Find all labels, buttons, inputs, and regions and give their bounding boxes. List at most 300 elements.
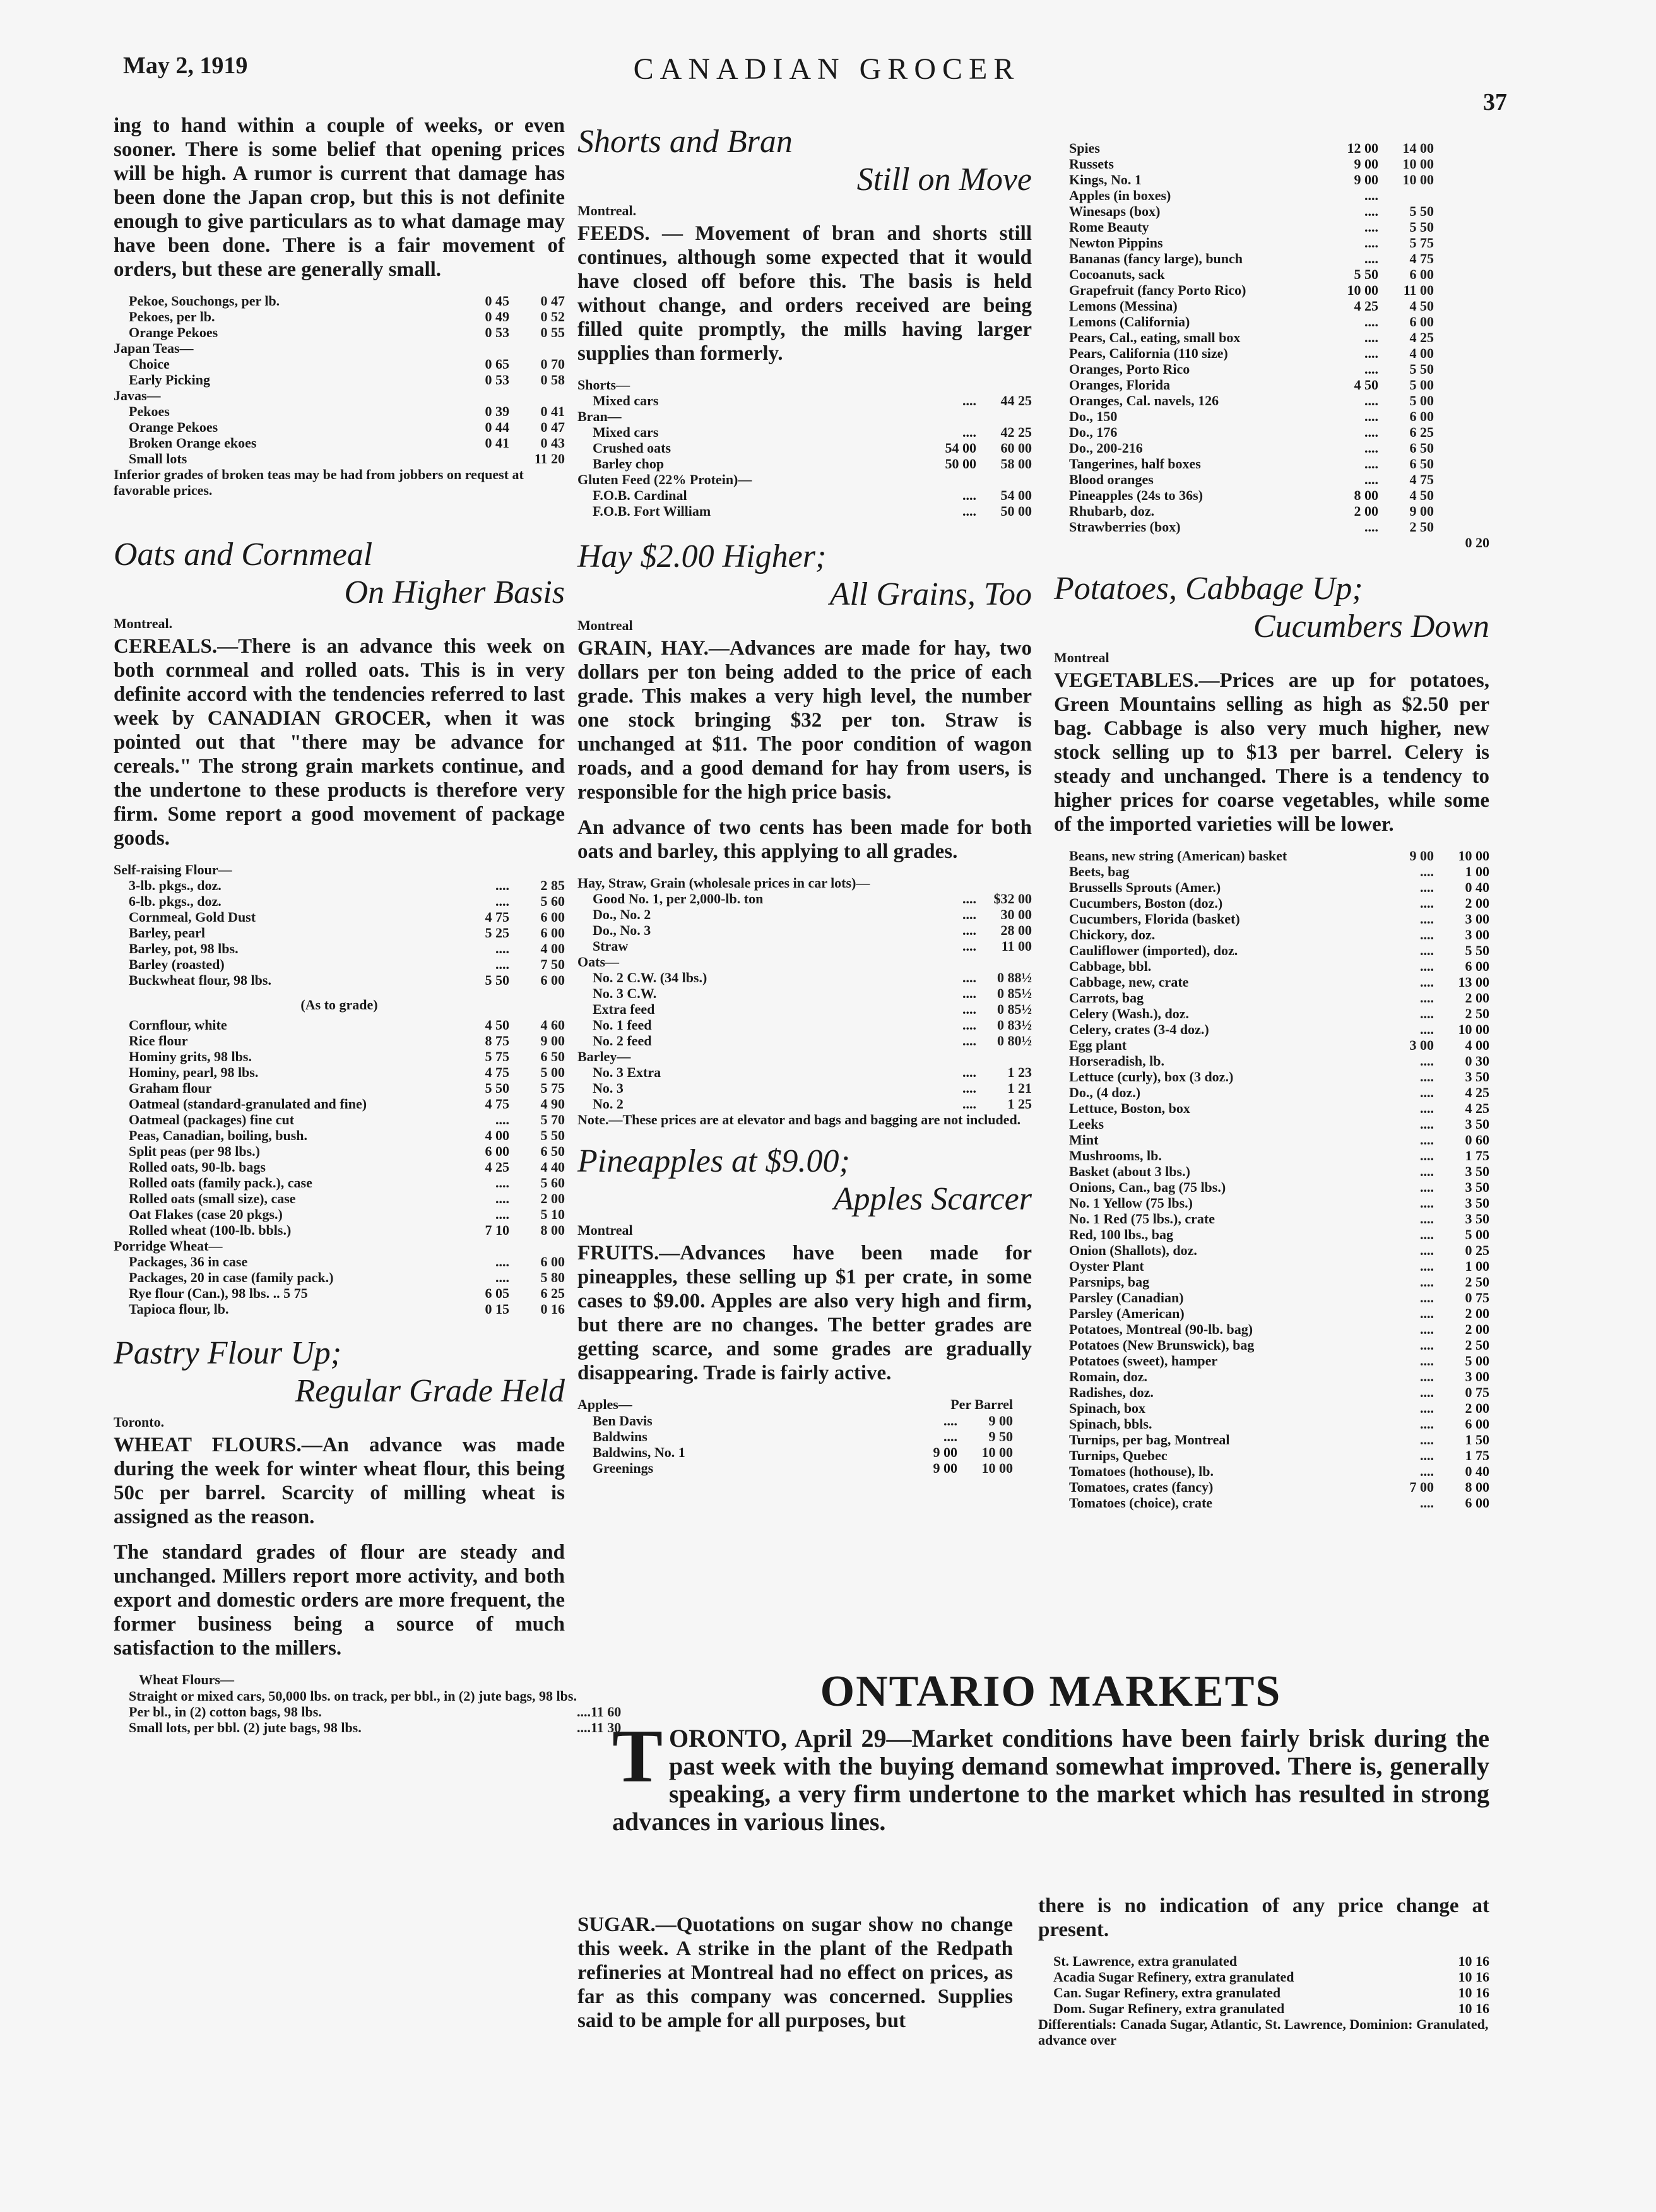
item-label: No. 1 feed: [593, 1017, 652, 1033]
price-value: 4 50: [1354, 377, 1378, 393]
price-value: 9 00: [1354, 172, 1378, 187]
price-value: 8 00: [1354, 487, 1378, 503]
price-value: 2 00: [1465, 895, 1489, 911]
price-value: ....: [962, 970, 976, 985]
price-row: [577, 970, 1032, 985]
price-value: 0 80½: [997, 1033, 1032, 1049]
pineapple-body: FRUITS.—Advances have been made for pineapples, these selling up $1 per crate, in some cases to $9.00. Apples are also very high and firm, but there are no changes. The better grades are getting scarce, and some grades are gradually disappearing. Trade is fairly active.: [577, 1242, 1032, 1384]
price-value: 7 50: [540, 956, 565, 972]
item-label: Rice flour: [129, 1033, 188, 1049]
price-value: 3 00: [1465, 911, 1489, 927]
price-value: 4 40: [540, 1159, 565, 1175]
price-value: 5 50: [1354, 266, 1378, 282]
price-row: [1054, 424, 1489, 440]
price-value: 10 16: [1458, 2001, 1489, 2016]
price-value: 0 15: [485, 1301, 509, 1317]
item-label: Acadia Sugar Refinery, extra granulated: [1053, 1969, 1294, 1985]
price-value: ....: [576, 1720, 591, 1735]
price-value: [509, 388, 565, 403]
price-row: [577, 985, 1032, 1001]
price-value: 1 75: [1465, 1448, 1489, 1463]
price-row: [114, 356, 565, 372]
price-row: [1054, 472, 1489, 487]
price-value: 3 50: [1465, 1116, 1489, 1132]
price-row: [1054, 1290, 1489, 1305]
price-value: 4 00: [540, 941, 565, 956]
price-value: [454, 451, 509, 467]
price-value: 5 50: [485, 1080, 509, 1096]
item-label: No. 1 Red (75 lbs.), crate: [1069, 1211, 1215, 1227]
price-value: 6 05: [485, 1285, 509, 1301]
item-label: Pears, Cal., eating, small box: [1069, 330, 1241, 345]
price-value: [1378, 187, 1434, 203]
item-label: Romain, doz.: [1069, 1369, 1148, 1384]
price-row: [1038, 1985, 1489, 2001]
item-label: Mint: [1069, 1132, 1099, 1148]
price-value: ....: [1420, 927, 1434, 942]
item-label: F.O.B. Cardinal: [593, 487, 687, 503]
price-row: [114, 1222, 565, 1238]
potatoes-body: VEGETABLES.—Prices are up for potatoes, Green Mountains selling as high as $2.50 per bag. Cabbage is also very much higher, new stock selling up to $13 per barrel. Celery is steady and unchanged. There is a tendency to higher prices for coarse vegetables, while some of the imported varieties will be lower.: [1054, 669, 1489, 836]
price-value: ....: [1420, 1305, 1434, 1321]
price-row: [577, 393, 1032, 408]
price-value: [454, 1238, 509, 1254]
price-row: [114, 435, 565, 451]
price-value: 0 52: [540, 309, 565, 324]
price-value: 5 50: [1409, 203, 1434, 219]
price-value: ....: [1420, 1211, 1434, 1227]
price-row: [114, 1270, 565, 1285]
price-value: 10 00: [1458, 848, 1489, 864]
item-label: Chickory, doz.: [1069, 927, 1156, 942]
price-value: 0 55: [540, 324, 565, 340]
price-value: 0 70: [540, 356, 565, 372]
price-row: [114, 451, 565, 467]
price-value: 9 50: [988, 1429, 1013, 1444]
price-value: ....: [962, 1033, 976, 1049]
item-label: Leeks: [1069, 1116, 1104, 1132]
price-value: ....: [495, 941, 509, 956]
item-label: Strawberries (box): [1069, 519, 1181, 535]
price-value: 6 50: [1409, 440, 1434, 456]
price-row: [1054, 1053, 1489, 1069]
price-value: 6 00: [1465, 1416, 1489, 1432]
price-row: [1054, 1100, 1489, 1116]
item-label: Packages, 20 in case (family pack.): [129, 1270, 334, 1285]
item-label: Potatoes, Montreal (90-lb. bag): [1069, 1321, 1253, 1337]
item-label: Cabbage, bbl.: [1069, 958, 1152, 974]
item-label: Self-raising Flour—: [114, 862, 232, 877]
price-value: 6 00: [1465, 1495, 1489, 1511]
price-row: [577, 487, 1032, 503]
price-value: 5 80: [540, 1270, 565, 1285]
price-row: [577, 1017, 1032, 1033]
item-label: Cucumbers, Florida (basket): [1069, 911, 1240, 927]
price-value: 2 00: [1465, 1400, 1489, 1416]
price-value: 54 00: [945, 440, 976, 456]
price-row: [1054, 1006, 1489, 1021]
item-label: Cocoanuts, sack: [1069, 266, 1165, 282]
price-value: 5 75: [1409, 235, 1434, 251]
tea-intro: ing to hand within a couple of weeks, or even sooner. There is some belief that opening prices will be high. A rumor is current that damage has been done the Japan crop, but this is not definite enough to give particulars as to what damage may have been done. There is a fair movement of orders, but these are generally small.: [114, 114, 565, 281]
price-row: [1054, 942, 1489, 958]
price-value: 6 00: [1409, 266, 1434, 282]
price-row: [577, 938, 1032, 954]
potatoes-dateline: Montreal: [1054, 650, 1109, 665]
item-label: Do., 200-216: [1069, 440, 1143, 456]
price-row: [114, 388, 565, 403]
price-value: 44 25: [1000, 393, 1032, 408]
price-value: 4 75: [485, 1064, 509, 1080]
item-label: St. Lawrence, extra granulated: [1053, 1953, 1238, 1969]
price-value: 9 00: [988, 1413, 1013, 1429]
price-row: [1054, 156, 1489, 172]
price-value: 12 00: [1347, 140, 1378, 156]
price-row: [1054, 927, 1489, 942]
price-value: 5 10: [540, 1206, 565, 1222]
item-label: Kings, No. 1: [1069, 172, 1142, 187]
price-value: ....: [1420, 1353, 1434, 1369]
item-label: Oats—: [577, 954, 619, 970]
item-label: Cornflour, white: [129, 1017, 227, 1033]
oats-headline-line2: On Higher Basis: [344, 574, 565, 610]
price-value: 10 16: [1458, 1953, 1489, 1969]
hay-headline: [577, 538, 1032, 614]
price-value: [454, 340, 509, 356]
price-value: [509, 862, 565, 877]
price-value: [921, 408, 976, 424]
pastry-dateline: Toronto.: [114, 1414, 165, 1430]
price-value: ....: [1364, 314, 1378, 330]
price-value: 0 44: [485, 419, 509, 435]
hay-body-2: An advance of two cents has been made for both oats and barley, this applying to all grades.: [577, 816, 1032, 863]
price-row: [1054, 848, 1489, 864]
sugar-column-1: [577, 1913, 1013, 2044]
item-label: Spinach, bbls.: [1069, 1416, 1152, 1432]
price-value: ....: [1420, 1053, 1434, 1069]
price-value: 4 25: [1354, 298, 1378, 314]
item-label: Oranges, Florida: [1069, 377, 1171, 393]
pastry-headline: [114, 1335, 565, 1410]
price-value: 10 00: [1347, 282, 1378, 298]
price-value: ....: [962, 1001, 976, 1017]
price-row: [114, 1175, 565, 1191]
price-row: [1054, 1448, 1489, 1463]
pastry-headline-line1: Pastry Flour Up;: [114, 1335, 342, 1371]
price-row: [1054, 487, 1489, 503]
price-value: 9 00: [933, 1460, 957, 1476]
price-value: 3 50: [1465, 1069, 1489, 1085]
price-value: ....: [1420, 895, 1434, 911]
price-row: [577, 1033, 1032, 1049]
price-value: 4 50: [485, 1017, 509, 1033]
feeds-price-table: [577, 377, 1032, 519]
price-value: 0 75: [1465, 1290, 1489, 1305]
oats-body: CEREALS.—There is an advance this week on both cornmeal and rolled oats. This is in very definite accord with the tendencies referred to last week by CANADIAN GROCER, when it was pointed out that "there may be advance for cereals." The strong grain markets continue, and the undertone to these products is therefore very firm. Some report a good movement of package goods.: [114, 635, 565, 850]
price-value: ....: [1364, 345, 1378, 361]
item-label: No. 2: [593, 1096, 624, 1112]
price-row: [114, 1080, 565, 1096]
price-value: 2 00: [1465, 990, 1489, 1006]
price-value: 0 41: [540, 403, 565, 419]
price-row: [114, 1688, 621, 1704]
price-value: ....: [495, 1270, 509, 1285]
price-row: [1054, 298, 1489, 314]
hay-dateline: Montreal: [577, 617, 633, 633]
price-value: 11 00: [1001, 938, 1032, 954]
price-value: ....: [1420, 958, 1434, 974]
price-value: 5 50: [1409, 219, 1434, 235]
price-value: 10 00: [981, 1460, 1013, 1476]
price-row: [114, 1033, 565, 1049]
issue-date: May 2, 1919: [123, 52, 248, 79]
price-value: 5 50: [1409, 361, 1434, 377]
price-row: [114, 403, 565, 419]
price-row: [1054, 1432, 1489, 1448]
price-value: 10 16: [1458, 1969, 1489, 1985]
price-row: [114, 1206, 565, 1222]
item-label: Do., (4 doz.): [1069, 1085, 1141, 1100]
price-value: 6 00: [1465, 958, 1489, 974]
price-row: [1038, 2001, 1489, 2016]
pastry-headline-line2: Regular Grade Held: [295, 1373, 565, 1409]
price-row: [577, 440, 1032, 456]
price-value: ....: [1364, 456, 1378, 472]
price-value: 4 60: [540, 1017, 565, 1033]
price-value: 1 25: [1007, 1096, 1032, 1112]
price-value: ....: [1364, 251, 1378, 266]
page-number: 37: [1483, 89, 1507, 116]
price-value: ....: [1420, 1069, 1434, 1085]
price-value: 0 47: [540, 419, 565, 435]
item-label: Celery, crates (3-4 doz.): [1069, 1021, 1209, 1037]
price-value: ....: [962, 985, 976, 1001]
item-label: Choice: [129, 356, 170, 372]
item-label: No. 3 Extra: [593, 1064, 661, 1080]
price-value: ....: [1420, 1400, 1434, 1416]
item-label: Winesaps (box): [1069, 203, 1161, 219]
price-value: 0 85½: [997, 1001, 1032, 1017]
item-label: Spinach, box: [1069, 1400, 1146, 1416]
price-row: [114, 309, 565, 324]
price-row: [1054, 1337, 1489, 1353]
price-value: 6 50: [540, 1049, 565, 1064]
price-value: 4 75: [1409, 472, 1434, 487]
item-label: No. 2 C.W. (34 lbs.): [593, 970, 707, 985]
price-value: 4 25: [1409, 330, 1434, 345]
price-row: [114, 1285, 565, 1301]
item-label: Rolled oats (small size), case: [129, 1191, 296, 1206]
price-value: ....: [1420, 864, 1434, 879]
price-value: ....: [962, 393, 976, 408]
item-label: Do., 176: [1069, 424, 1118, 440]
price-value: 10 00: [981, 1444, 1013, 1460]
price-value: 6 00: [540, 1254, 565, 1270]
item-label: Small lots, per bbl. (2) jute bags, 98 lbs.: [129, 1720, 362, 1735]
price-value: ....: [1420, 1085, 1434, 1100]
price-value: 6 00: [1409, 408, 1434, 424]
item-label: Pekoes: [129, 403, 170, 419]
price-value: 1 75: [1465, 1148, 1489, 1163]
price-value: ....: [1420, 1321, 1434, 1337]
price-row: [114, 1238, 565, 1254]
price-value: 2 50: [1465, 1006, 1489, 1021]
price-row: [1054, 377, 1489, 393]
vegetables-price-table: [1054, 848, 1489, 1511]
price-row: [577, 954, 1032, 970]
price-row: [114, 1254, 565, 1270]
item-label: Grapefruit (fancy Porto Rico): [1069, 282, 1246, 298]
pastry-body-2: The standard grades of flour are steady and unchanged. Millers report more activity, and both export and domestic orders are more frequent, the former business being a source of much satisfaction to the millers.: [114, 1541, 565, 1660]
price-value: [921, 377, 976, 393]
price-value: 11 60: [590, 1704, 622, 1720]
item-label: Beets, bag: [1069, 864, 1130, 879]
price-value: 10 16: [1458, 1985, 1489, 2001]
price-value: 0 41: [485, 435, 509, 451]
oats-headline: [114, 536, 565, 612]
price-value: 5 60: [540, 1175, 565, 1191]
price-row: [114, 877, 565, 893]
item-label: Barley, pearl: [129, 925, 205, 941]
item-label: F.O.B. Fort William: [593, 503, 711, 519]
price-row: [114, 419, 565, 435]
price-value: ....: [962, 424, 976, 440]
price-row: [1054, 361, 1489, 377]
price-value: 5 50: [540, 1127, 565, 1143]
shorts-headline: [577, 123, 1032, 199]
price-value: 11 00: [1403, 282, 1434, 298]
price-row: [1054, 266, 1489, 282]
price-row: [1054, 1305, 1489, 1321]
price-value: ....: [1420, 1448, 1434, 1463]
sugar-price-table: [1038, 1953, 1489, 2016]
price-value: 3 00: [1465, 1369, 1489, 1384]
price-value: 50 00: [1000, 503, 1032, 519]
price-row: [577, 1001, 1032, 1017]
price-row: [1054, 251, 1489, 266]
tea-note: Inferior grades of broken teas may be had from jobbers on request at favorable prices.: [114, 467, 524, 498]
price-row: [1054, 895, 1489, 911]
item-label: Horseradish, lb.: [1069, 1053, 1164, 1069]
price-value: 58 00: [1000, 456, 1032, 472]
price-row: [1054, 330, 1489, 345]
grain-price-table: [577, 875, 1032, 1112]
price-value: [976, 472, 1032, 487]
price-value: 11 20: [534, 451, 565, 467]
price-value: 2 50: [1409, 519, 1434, 535]
item-label: Early Picking: [129, 372, 210, 388]
price-value: 6 25: [1409, 424, 1434, 440]
price-value: 3 50: [1465, 1179, 1489, 1195]
cereals2-price-table: [114, 1017, 565, 1317]
ontario-lead: [612, 1714, 1489, 1836]
price-value: 14 00: [1402, 140, 1434, 156]
item-label: Crushed oats: [593, 440, 671, 456]
price-value: 4 25: [485, 1159, 509, 1175]
item-label: Pekoes, per lb.: [129, 309, 215, 324]
price-value: ....: [1420, 1006, 1434, 1021]
price-value: 5 75: [540, 1080, 565, 1096]
price-value: [976, 954, 1032, 970]
price-value: ....: [962, 503, 976, 519]
price-value: 42 25: [1000, 424, 1032, 440]
price-value: 5 00: [540, 1064, 565, 1080]
item-label: Radishes, doz.: [1069, 1384, 1154, 1400]
price-value: ....: [962, 891, 976, 907]
price-value: 0 60: [1465, 1132, 1489, 1148]
price-value: 0 58: [540, 372, 565, 388]
price-value: 9 00: [933, 1444, 957, 1460]
price-value: [921, 472, 976, 487]
price-row: [1054, 1384, 1489, 1400]
item-label: Brussells Sprouts (Amer.): [1069, 879, 1221, 895]
item-label: Newton Pippins: [1069, 235, 1163, 251]
price-value: ....: [1420, 1384, 1434, 1400]
price-row: [577, 1096, 1032, 1112]
price-value: 0 49: [485, 309, 509, 324]
item-label: Oat Flakes (case 20 pkgs.): [129, 1206, 283, 1222]
item-label: Lettuce, Boston, box: [1069, 1100, 1190, 1116]
price-value: 5 25: [485, 925, 509, 941]
price-value: [976, 875, 1032, 891]
shorts-headline-line1: Shorts and Bran: [577, 124, 793, 160]
potatoes-headline: [1054, 570, 1489, 646]
price-row: [577, 1080, 1032, 1096]
item-label: Mixed cars: [593, 393, 659, 408]
price-row: [577, 922, 1032, 938]
item-label: Rolled oats, 90-lb. bags: [129, 1159, 266, 1175]
price-row: [577, 1064, 1032, 1080]
pineapple-dateline: Montreal: [577, 1222, 633, 1238]
price-row: [1054, 1369, 1489, 1384]
apples-price-table: [577, 1413, 1013, 1476]
price-row: [1054, 1037, 1489, 1053]
price-value: 3 50: [1465, 1211, 1489, 1227]
price-value: ....: [943, 1413, 957, 1429]
price-value: 1 21: [1007, 1080, 1032, 1096]
price-value: ....: [1420, 1495, 1434, 1511]
item-label: Baldwins: [593, 1429, 648, 1444]
price-value: 5 00: [1465, 1227, 1489, 1242]
shorts-dateline: Montreal.: [577, 203, 637, 218]
item-label: Tapioca flour, lb.: [129, 1301, 229, 1317]
item-label: Celery (Wash.), doz.: [1069, 1006, 1190, 1021]
price-value: ....: [1420, 1227, 1434, 1242]
price-value: 10 00: [1402, 172, 1434, 187]
price-row: [1054, 219, 1489, 235]
item-label: Hominy grits, 98 lbs.: [129, 1049, 252, 1064]
price-value: 13 00: [1458, 974, 1489, 990]
price-value: 2 00: [1354, 503, 1378, 519]
potatoes-headline-line2: Cucumbers Down: [1253, 609, 1489, 645]
price-row: [577, 891, 1032, 907]
price-value: 0 53: [485, 324, 509, 340]
fruits-last-value: 0 20: [1465, 535, 1489, 550]
price-value: 5 00: [1465, 1353, 1489, 1369]
item-label: Good No. 1, per 2,000-lb. ton: [593, 891, 764, 907]
price-row: [114, 941, 565, 956]
price-value: 10 00: [1458, 1021, 1489, 1037]
price-value: ....: [576, 1704, 591, 1720]
item-label: Barley, pot, 98 lbs.: [129, 941, 239, 956]
price-value: ....: [943, 1429, 957, 1444]
item-label: Extra feed: [593, 1001, 655, 1017]
item-label: Rye flour (Can.), 98 lbs. .. 5 75: [129, 1285, 308, 1301]
price-value: ....: [1420, 1179, 1434, 1195]
item-label: Barley—: [577, 1049, 631, 1064]
item-label: Oranges, Porto Rico: [1069, 361, 1190, 377]
price-row: [114, 925, 565, 941]
